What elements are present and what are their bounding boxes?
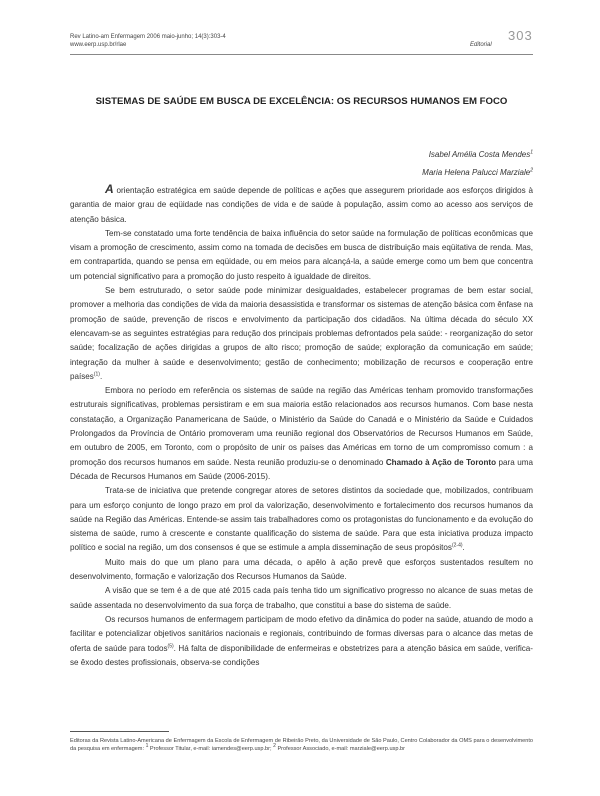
footnote-divider	[70, 731, 169, 732]
paragraph: Tem-se constatado uma forte tendência de baixa influência do setor saúde na formulação de políticas econômicas que visam a promoção de crescimento, assim como na tomada de decisões em busca de distribuição mais eqüitativa de renda. Mas, em contrapartida, quando se pensa em eqüidade, ou em meios para alcançá-la, a saúde emerge como um bem que concentra um potencial significativo para a promoção do justo respeito à igualdade de direitos.	[70, 228, 533, 281]
footnote	[70, 737, 533, 753]
paragraph-text: Trata-se de iniciativa que pretende congregar atores de setores distintos da sociedade que, mobilizados, contribuam para um esforço conjunto de longo prazo em prol da valorização, desenvolvimento e fortalecimento dos recursos humanos da saúde na Região das Américas. Entende-se assim tais trabalhadores como os protagonistas do funcionamento e da evolução do sistema de saúde, rumo à crescente e constante qualificação do sistema de saúde. Para que esta iniciativa produza impacto político e social na região, um dos consensos é que se estimule a ampla disseminação de seus propósitos	[70, 486, 533, 553]
author	[422, 164, 533, 182]
footnote-text: Professor Associado, e-mail: marziale@eerp.usp.br	[275, 746, 405, 752]
paragraph	[70, 613, 533, 670]
paragraph	[70, 284, 533, 384]
paragraph-text: Os recursos humanos de enfermagem participam de modo efetivo da dinâmica do poder na saúde, atuando de modo a facilitar e potencializar objetivos sanitários nacionais e regionais, contribuindo de formas diversas para o alcance das metas de oferta de saúde para todos	[70, 614, 533, 653]
author-list	[422, 146, 533, 182]
article-body	[70, 182, 533, 670]
citation-ref: (1)	[93, 371, 100, 378]
paragraph: Muito mais do que um plano para uma década, o apêlo à ação prevê que esforços sustentados resultem no desenvolvimento, formação e valorização dos Recursos Humanos da Saúde.	[70, 557, 533, 582]
paragraph-text: Embora no período em referência os sistemas de saúde na região das Américas tenham promovido transformações estruturais significativas, problemas persistiram e em sua maioria estão relacionados aos recursos humanos. Com base nesta constatação, a Organização Panamericana de Saúde, o Ministério da Saúde do Canadá e o Ministério da Saúde e Cuidados Prolongados da Província de Ontário promoveram uma reunião regional dos Observatórios de Recursos Humanos em Saúde, em outubro de 2005, em Toronto, com o propósito de unir os países das Américas em torno de um compromisso comum : a promoção dos recursos humanos em saúde. Nesta reunião produziu-se o denominado	[70, 386, 533, 467]
citation-ref: (2-4)	[451, 542, 463, 549]
header-divider	[70, 54, 533, 55]
emphasis-text: Chamado à Ação de Toronto	[385, 457, 497, 467]
drop-cap: A	[105, 182, 114, 196]
paragraph-text: . Há falta de disponibilidade de enfermeiras e obstetrizes para a atenção básica em saúde, verifica-se êxodo destes profissionais, observa-se condições	[70, 643, 533, 667]
paragraph-text: para uma Década de Recursos Humanos em Saúde (2006-2015).	[70, 457, 533, 481]
paragraph	[70, 484, 533, 555]
author-affiliation-mark: 2	[530, 167, 533, 174]
footnote-text: Editoras da Revista Latino-Americana de Enfermagem da Escola de Enfermagem de Ribeirão Preto, da Universidade de São Paulo, Centro Colaborador da OMS para o desenvolvimento da pesquisa em enfermagem:	[70, 738, 533, 752]
page-number: 303	[508, 28, 533, 43]
author	[422, 146, 533, 164]
paragraph-text: .	[99, 371, 103, 381]
author-name: Maria Helena Palucci Marziale	[422, 168, 531, 177]
paragraph-text: orientação estratégica em saúde depende de políticas e ações que assegurem prioridade aos esforços dirigidos à garantia de maior grau de eqüidade nas condições de vida e de saúde à população, assim como ao acesso aos serviços de atenção básica.	[70, 186, 533, 224]
section-label: Editorial	[470, 42, 492, 48]
running-header	[70, 33, 226, 49]
journal-url[interactable]: www.eerp.usp.br/rlae	[70, 42, 127, 48]
footnote-mark: 1	[145, 743, 149, 750]
author-affiliation-mark: 1	[530, 149, 533, 156]
paragraph	[70, 384, 533, 484]
author-name: Isabel Amélia Costa Mendes	[428, 150, 531, 159]
paragraph-text: Se bem estruturado, o setor saúde pode minimizar desigualdades, estabelecer programas de bem estar social, promover a melhoria das condições de vida da maioria desassistida e transformar os sistemas de atenção básica com ênfase na promoção de saúde, prevenção de riscos e envolvimento da participação dos cidadãos. Na última década do século XX elencavam-se as seguintes estratégias para redução dos principais problemas defrontados pela saúde: - reorganização do setor saúde; focalização de ações dirigidas a grupos de alto risco; promoção de saúde; exploração da comunicação em saúde; integração da mulher à saúde e desenvolvimento; gestão de conhecimento; mobilização de recursos e cooperação entre países	[70, 286, 533, 381]
paragraph: A visão que se tem é a de que até 2015 cada país tenha tido um significativo progresso no alcance de suas metas de saúde assentada no desenvolvimento da sua força de trabalho, que constitui a base do sistema de saúde.	[70, 586, 533, 610]
article-title: SISTEMAS DE SAÚDE EM BUSCA DE EXCELÊNCIA: OS RECURSOS HUMANOS EM FOCO	[95, 96, 508, 107]
paragraph-text: .	[462, 543, 465, 553]
paragraph	[70, 182, 533, 227]
journal-citation: Rev Latino-am Enfermagem 2006 maio-junho; 14(3):303-4	[70, 34, 226, 40]
citation-ref: (5)	[167, 642, 174, 649]
footnote-mark: 2	[273, 743, 276, 750]
footnote-text: Professor Titular, e-mail: iamendes@eerp.usp.br;	[148, 746, 274, 752]
